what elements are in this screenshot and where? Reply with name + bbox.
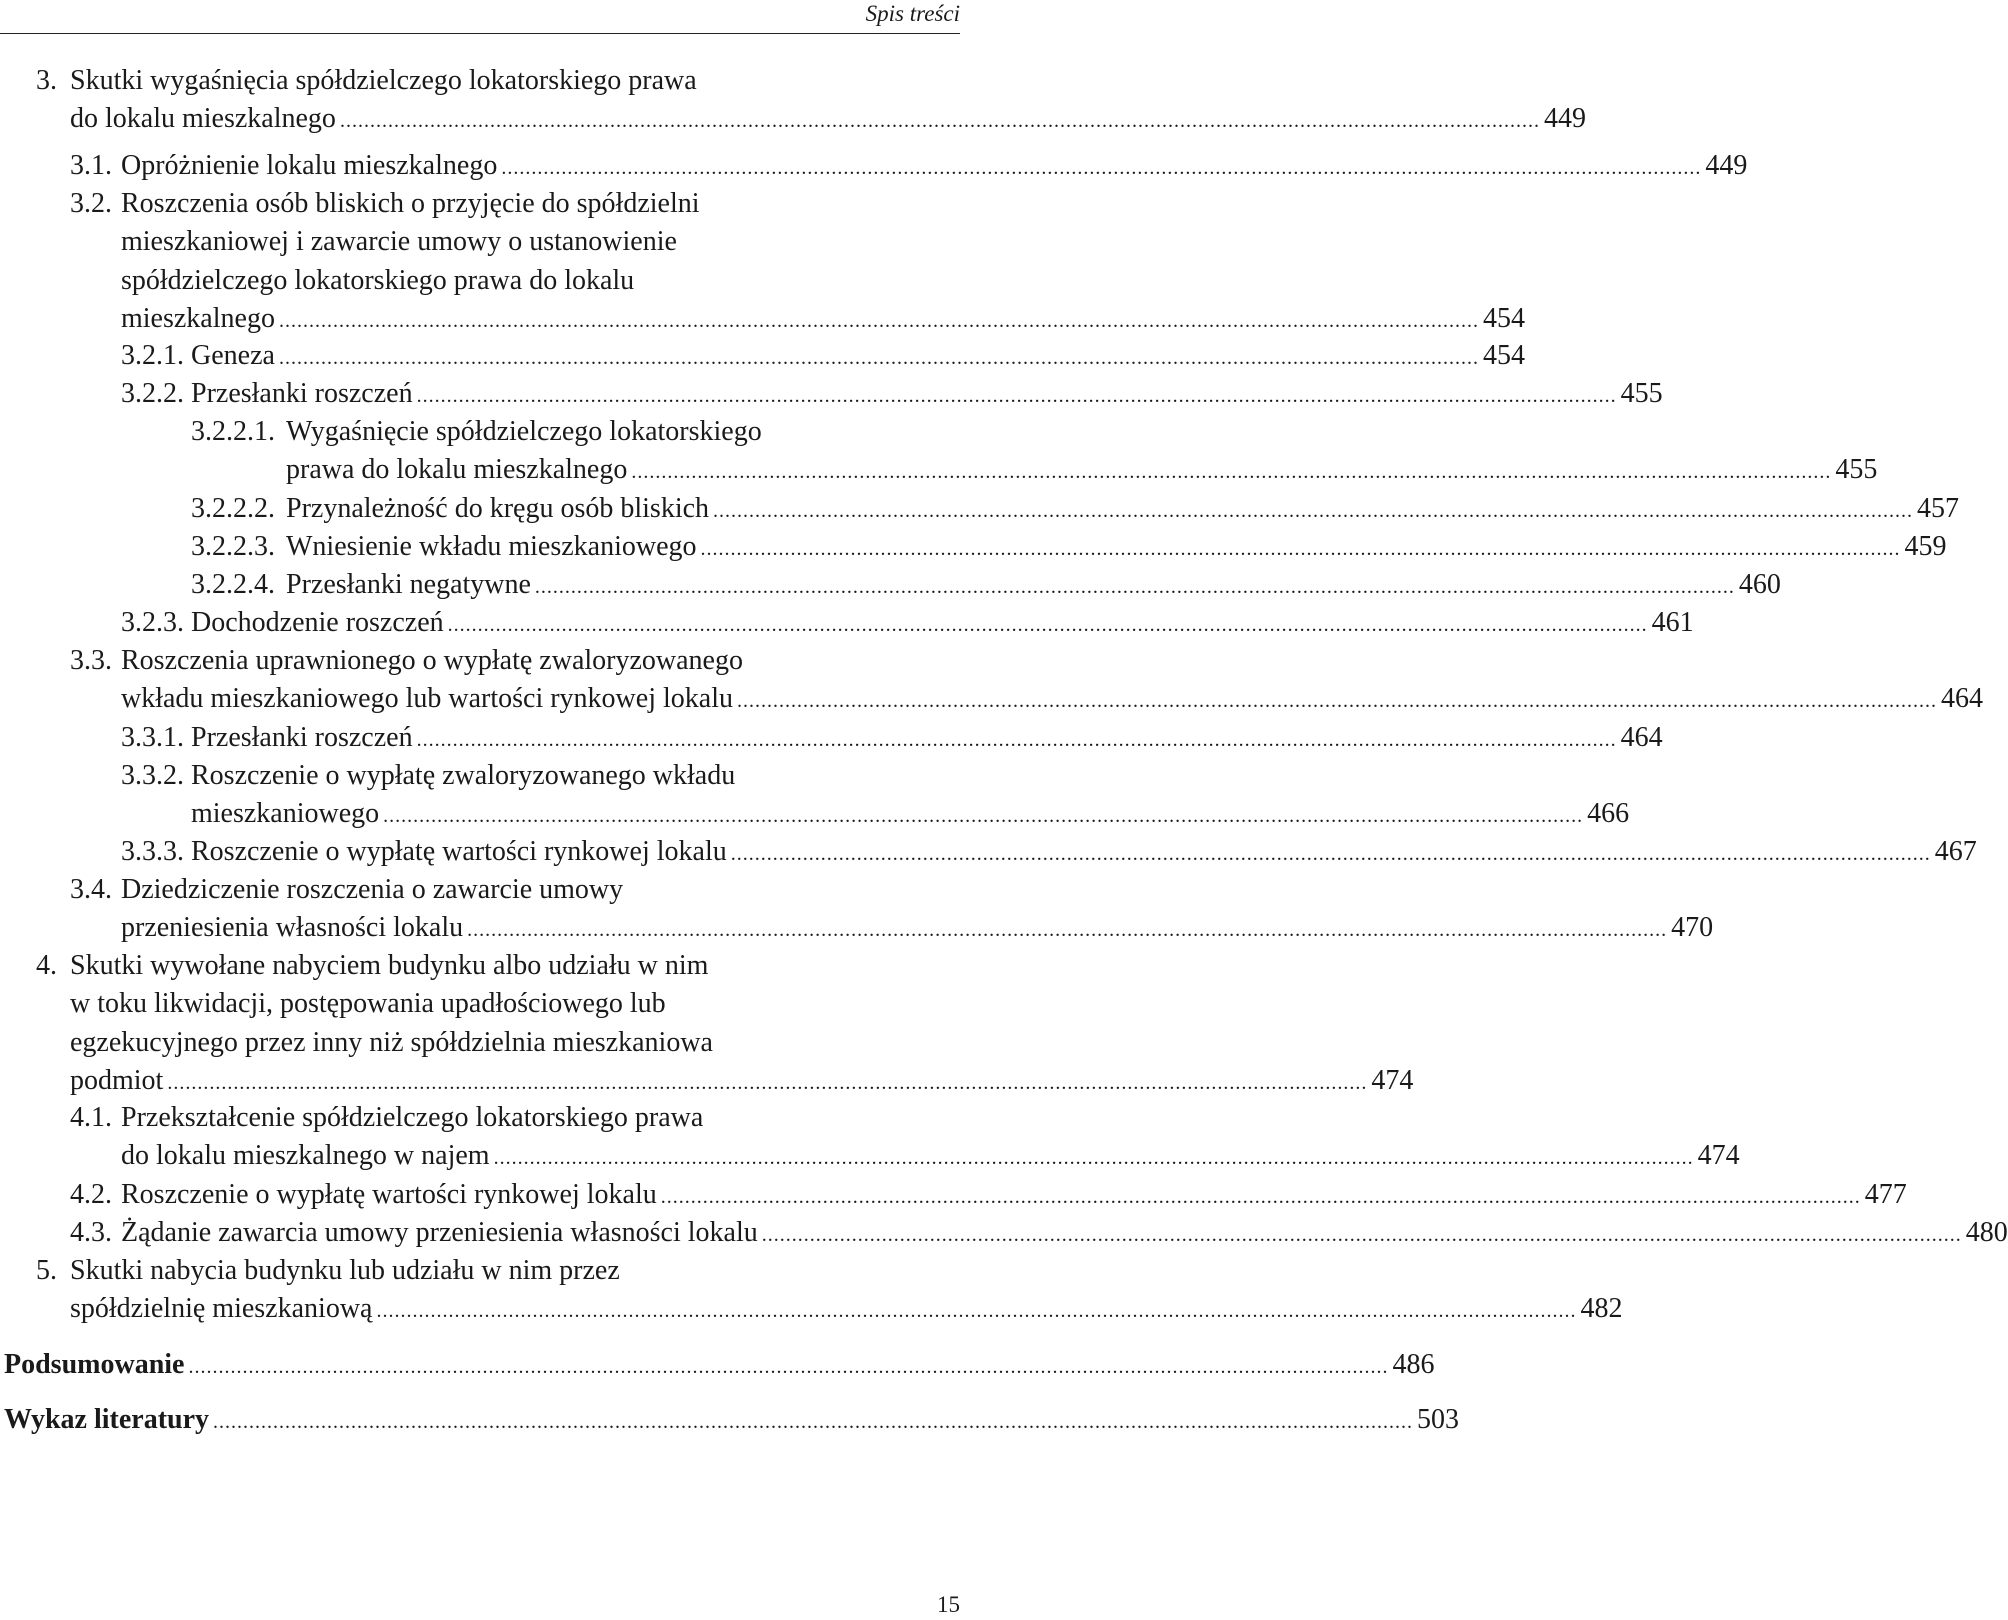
toc-entry-line [70,1251,960,1291]
toc-entry-number: 3.3.2. [121,760,184,791]
toc-entry-title: Geneza [191,340,275,371]
toc-dot-leader: ........................................................................................................................................................................................................ [736,690,1937,713]
toc-entry-line [70,1061,1414,1101]
toc-entry-page: 454 [1482,340,1525,371]
toc-entry-title: Dochodzenie roszczeń [191,607,444,638]
toc-entry-number: 3. [36,65,57,96]
toc-entry-page: 460 [1738,569,1781,600]
toc-entry-line [191,718,1663,758]
toc-entry-line [70,946,960,986]
toc-entry-page: 480 [1965,1217,2008,1248]
toc-entry-number: 4.2. [70,1179,112,1210]
toc-entry-page: 486 [1392,1349,1435,1380]
toc-entry-page: 459 [1904,531,1947,562]
toc-entry-title: Roszczenie o wypłatę wartości rynkowej lokalu [191,836,727,867]
toc-entry-page: 466 [1587,798,1630,830]
toc-entry-title: Wygaśnięcie spółdzielczego lokatorskiego [286,416,762,447]
toc-entry-title: Roszczenie o wypłatę zwaloryzowanego wkładu [191,760,736,791]
toc-entry-title: mieszkalnego [121,302,275,334]
toc-entry-title: wkładu mieszkaniowego lub wartości rynkowej lokalu [121,683,733,715]
toc-entry-page: 482 [1580,1293,1623,1325]
toc-entry-page: 464 [1620,722,1663,753]
toc-entry-title: Skutki nabycia budynku lub udziału w nim przez [70,1255,620,1286]
page-number: 15 [937,1592,960,1617]
toc-entry-title: do lokalu mieszkalnego w najem [121,1140,490,1172]
toc-entry-title: Skutki wywołane nabyciem budynku albo udziału w nim [70,950,709,981]
toc-entry-page: 454 [1482,302,1525,334]
toc-entry-line [121,261,960,301]
toc-entry-line [191,603,1694,643]
toc-entry-number: 3.3. [70,645,112,676]
toc-entry-title: Przesłanki roszczeń [191,378,413,409]
toc-dot-leader: ........................................................................................................................................................................................................ [493,1147,1694,1170]
toc-entry-number: 5. [36,1255,57,1286]
running-header-title: Spis treści [865,1,960,26]
toc-entry-line [121,1098,960,1138]
toc-entry-page: 467 [1934,836,1977,867]
toc-dot-leader: ........................................................................................................................................................................................................ [660,1186,1861,1208]
toc-entry-line [70,61,960,101]
toc-entry-number: 3.2.2.3. [191,531,275,562]
toc-entry-line [4,1345,1435,1385]
toc-dot-leader: ........................................................................................................................................................................................................ [213,1411,1414,1433]
toc-entry-title: Wykaz literatury [4,1404,210,1435]
toc-entry-page: 457 [1917,493,1960,524]
toc-entry-title: Przynależność do kręgu osób bliskich [286,493,710,524]
toc-entry-page: 503 [1417,1404,1460,1435]
toc-entry-line [121,1213,2008,1253]
toc-entry-number: 3.2.2.1. [191,416,275,447]
toc-dot-leader: ........................................................................................................................................................................................................ [713,500,1914,522]
toc-entry-page: 455 [1835,454,1878,486]
toc-entry-line [70,1023,960,1063]
toc-entry-line [286,527,1947,567]
toc-entry-title: Przekształcenie spółdzielczego lokatorskiego prawa [121,1102,704,1133]
toc-entry-line [121,1175,1907,1215]
toc-entry-title: Roszczenie o wypłatę wartości rynkowej lokalu [121,1179,657,1210]
toc-dot-leader: ........................................................................................................................................................................................................ [416,729,1617,751]
toc-dot-leader: ........................................................................................................................................................................................................ [416,385,1617,407]
toc-entry-number: 3.3.3. [121,836,184,867]
toc-entry-page: 474 [1697,1140,1740,1172]
toc-entry-line [286,565,1781,605]
toc-entry-line [121,679,1983,719]
toc-entry-title: Przesłanki negatywne [286,569,531,600]
toc-entry-title: przeniesienia własności lokalu [121,912,464,944]
toc-entry-line [121,222,960,262]
toc-entry-line [121,641,960,681]
toc-entry-title: spółdzielnię mieszkaniową [70,1293,373,1325]
toc-entry-number: 3.2.2. [121,378,184,409]
toc-entry-number: 3.4. [70,874,112,905]
toc-entry-line [191,374,1663,414]
toc-entry-title: mieszkaniowej i zawarcie umowy o ustanowienie [121,226,677,258]
toc-entry-page: 449 [1543,103,1586,135]
toc-entry-title: Roszczenia uprawnionego o wypłatę zwaloryzowanego [121,645,743,676]
toc-entry-title: Roszczenia osób bliskich o przyjęcie do spółdzielni [121,188,700,219]
toc-entry-page: 470 [1671,912,1714,944]
toc-dot-leader: ........................................................................................................................................................................................................ [761,1224,1962,1246]
toc-entry-title: Podsumowanie [4,1349,185,1380]
toc-entry-title: Żądanie zawarcia umowy przeniesienia własności lokalu [121,1217,758,1248]
toc-entry-line [121,184,960,224]
toc-entry-line [70,99,1586,139]
toc-dot-leader: ........................................................................................................................................................................................................ [383,805,1584,828]
toc-entry-page: 474 [1371,1064,1414,1096]
toc-entry-number: 3.2.2.4. [191,569,275,600]
toc-entry-number: 3.2.1. [121,340,184,371]
toc-entry-title: Opróżnienie lokalu mieszkalnego [121,150,498,181]
toc-entry-line [286,412,960,452]
toc-entry-title: Przesłanki roszczeń [191,722,413,753]
toc-dot-leader: ........................................................................................................................................................................................................ [278,347,1479,369]
toc-entry-title: Skutki wygaśnięcia spółdzielczego lokatorskiego prawa [70,65,697,96]
toc-entry-line [121,146,1748,186]
toc-entry-title: mieszkaniowego [191,798,380,830]
toc-entry-page: 455 [1620,378,1663,409]
toc-entry-page: 461 [1651,607,1694,638]
toc-entry-line [121,299,1525,339]
toc-dot-leader: ........................................................................................................................................................................................................ [339,110,1540,133]
toc-entry-title: Wniesienie wkładu mieszkaniowego [286,531,697,562]
toc-entry-page: 477 [1864,1179,1907,1210]
toc-dot-leader: ........................................................................................................................................................................................................ [631,461,1832,484]
toc-entry-line [191,336,1525,376]
toc-dot-leader: ........................................................................................................................................................................................................ [534,576,1735,598]
toc-entry-line [191,832,1977,872]
toc-entry-line [286,450,1878,490]
toc-entry-title: do lokalu mieszkalnego [70,103,336,135]
toc-entry-page: 464 [1940,683,1983,715]
toc-entry-line [4,1400,1460,1440]
toc-entry-number: 3.2.2.2. [191,493,275,524]
toc-dot-leader: ........................................................................................................................................................................................................ [376,1300,1577,1323]
toc-entry-line [121,1136,1740,1176]
toc-entry-line [191,794,1630,834]
toc-entry-number: 3.3.1. [121,722,184,753]
toc-entry-title: Dziedziczenie roszczenia o zawarcie umowy [121,874,624,905]
toc-entry-line [191,756,960,796]
toc-dot-leader: ........................................................................................................................................................................................................ [188,1356,1389,1378]
toc-entry-title: egzekucyjnego przez inny niż spółdzielnia mieszkaniowa [70,1026,713,1058]
toc-dot-leader: ........................................................................................................................................................................................................ [501,157,1702,179]
toc-entry-number: 3.1. [70,150,112,181]
toc-dot-leader: ........................................................................................................................................................................................................ [730,843,1931,865]
toc-dot-leader: ........................................................................................................................................................................................................ [447,614,1648,636]
toc-entry-line [70,984,960,1024]
toc-entry-title: w toku likwidacji, postępowania upadłościowego lub [70,988,666,1020]
toc-dot-leader: ........................................................................................................................................................................................................ [167,1071,1368,1094]
toc-entry-number: 4. [36,950,57,981]
toc-entry-title: prawa do lokalu mieszkalnego [286,454,628,486]
toc-dot-leader: ........................................................................................................................................................................................................ [467,919,1668,942]
toc-entry-number: 4.1. [70,1102,112,1133]
toc-entry-page: 449 [1705,150,1748,181]
toc-dot-leader: ........................................................................................................................................................................................................ [278,309,1479,332]
toc-entry-line [70,1289,1623,1329]
toc-entry-line [121,870,960,910]
toc-entry-title: podmiot [70,1064,164,1096]
toc-entry-number: 4.3. [70,1217,112,1248]
toc-entry-line [121,908,1714,948]
toc-entry-number: 3.2.3. [121,607,184,638]
toc-entry-number: 3.2. [70,188,112,219]
toc-dot-leader: ........................................................................................................................................................................................................ [700,538,1901,560]
toc-entry-line [286,489,1960,529]
toc-entry-title: spółdzielczego lokatorskiego prawa do lokalu [121,264,635,296]
